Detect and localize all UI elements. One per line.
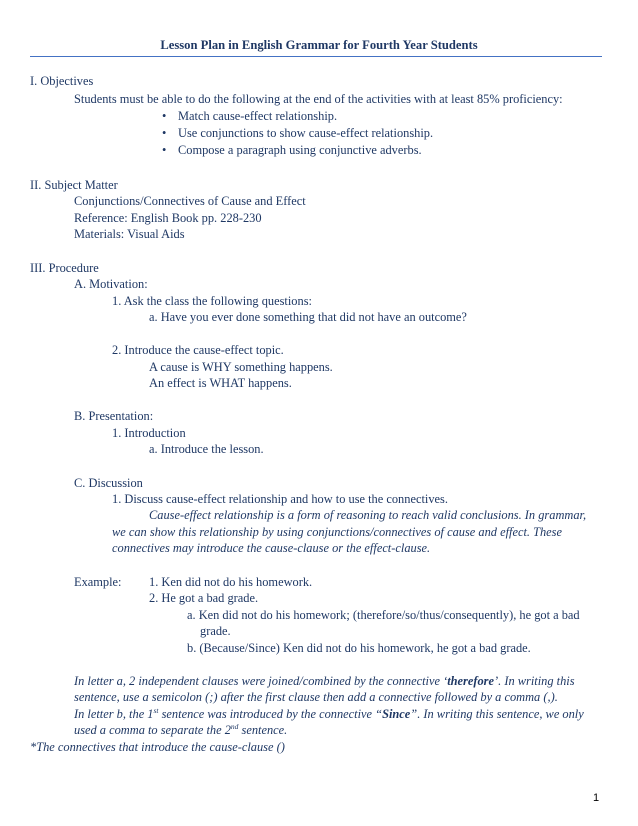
note-bold-term: therefore [447,674,495,688]
objectives-heading: I. Objectives [30,74,94,88]
example-sentence-1: 1. Ken did not do his homework. [149,575,313,589]
discussion-paragraph-line: connectives may introduce the cause-clause or the effect-clause. [112,541,431,555]
discussion-paragraph-line: Cause-effect relationship is a form of reasoning to reach valid conclusions. In grammar, [149,508,587,522]
note-line-2: sentence, use a semicolon (;) after the first clause then add a connective followed by a comma (,). [74,690,558,704]
page-number: 1 [593,792,600,804]
objective-bullet: • Match cause-effect relationship. [178,108,337,124]
note-text: ’. In writing this [494,674,575,688]
note-text: In letter a, 2 independent clauses were joined/combined by the connective ‘ [74,674,448,688]
discussion-heading: C. Discussion [74,476,143,490]
note-bold-term: Since [382,707,411,721]
effect-definition: An effect is WHAT happens. [149,376,292,390]
note-line-3 [74,706,584,722]
motivation-step-1a: a. Have you ever done something that did not have an outcome? [149,310,467,324]
procedure-heading: III. Procedure [30,261,99,275]
note-line-5: *The connectives that introduce the cause-clause () [30,740,285,754]
example-sentence-2: 2. He got a bad grade. [149,591,259,605]
note-superscript: nd [230,721,239,731]
motivation-heading: A. Motivation: [74,277,148,291]
note-text: used a comma to separate the 2 [74,723,231,737]
example-label: Example: [74,575,122,589]
note-text: ”. In writing this sentence, we only [410,707,584,721]
discussion-step-1: 1. Discuss cause-effect relationship and how to use the connectives. [112,492,448,506]
objective-bullet: • Use conjunctions to show cause-effect relationship. [178,125,433,141]
motivation-step-2: 2. Introduce the cause-effect topic. [112,343,284,357]
example-a-line: a. Ken did not do his homework; (therefore/so/thus/consequently), he got a bad [187,608,580,622]
page-title: Lesson Plan in English Grammar for Fourth Year Students [160,38,478,52]
example-b: b. (Because/Since) Ken did not do his homework, he got a bad grade. [187,641,531,655]
note-line-1 [74,673,575,689]
subject-matter-heading: II. Subject Matter [30,178,118,192]
subject-topic: Conjunctions/Connectives of Cause and Effect [74,194,306,208]
discussion-paragraph-line: we can show this relationship by using conjunctions/connectives of cause and effect. These [112,525,563,539]
note-line-4 [74,722,287,738]
presentation-step-1a: a. Introduce the lesson. [149,442,264,456]
example-a-line: grade. [200,624,231,638]
cause-definition: A cause is WHY something happens. [149,360,333,374]
subject-materials: Materials: Visual Aids [74,227,185,241]
note-superscript: st [153,705,159,715]
presentation-step-1: 1. Introduction [112,426,186,440]
objectives-intro: Students must be able to do the following at the end of the activities with at least 85% proficiency: [74,92,563,106]
subject-reference: Reference: English Book pp. 228-230 [74,211,262,225]
motivation-step-1: 1. Ask the class the following questions: [112,294,312,308]
presentation-heading: B. Presentation: [74,409,154,423]
note-text: In letter b, the 1 [74,707,154,721]
objective-bullet: • Compose a paragraph using conjunctive adverbs. [178,142,422,158]
note-text: sentence was introduced by the connective “ [158,707,383,721]
title-divider [30,56,602,57]
note-text: sentence. [238,723,288,737]
